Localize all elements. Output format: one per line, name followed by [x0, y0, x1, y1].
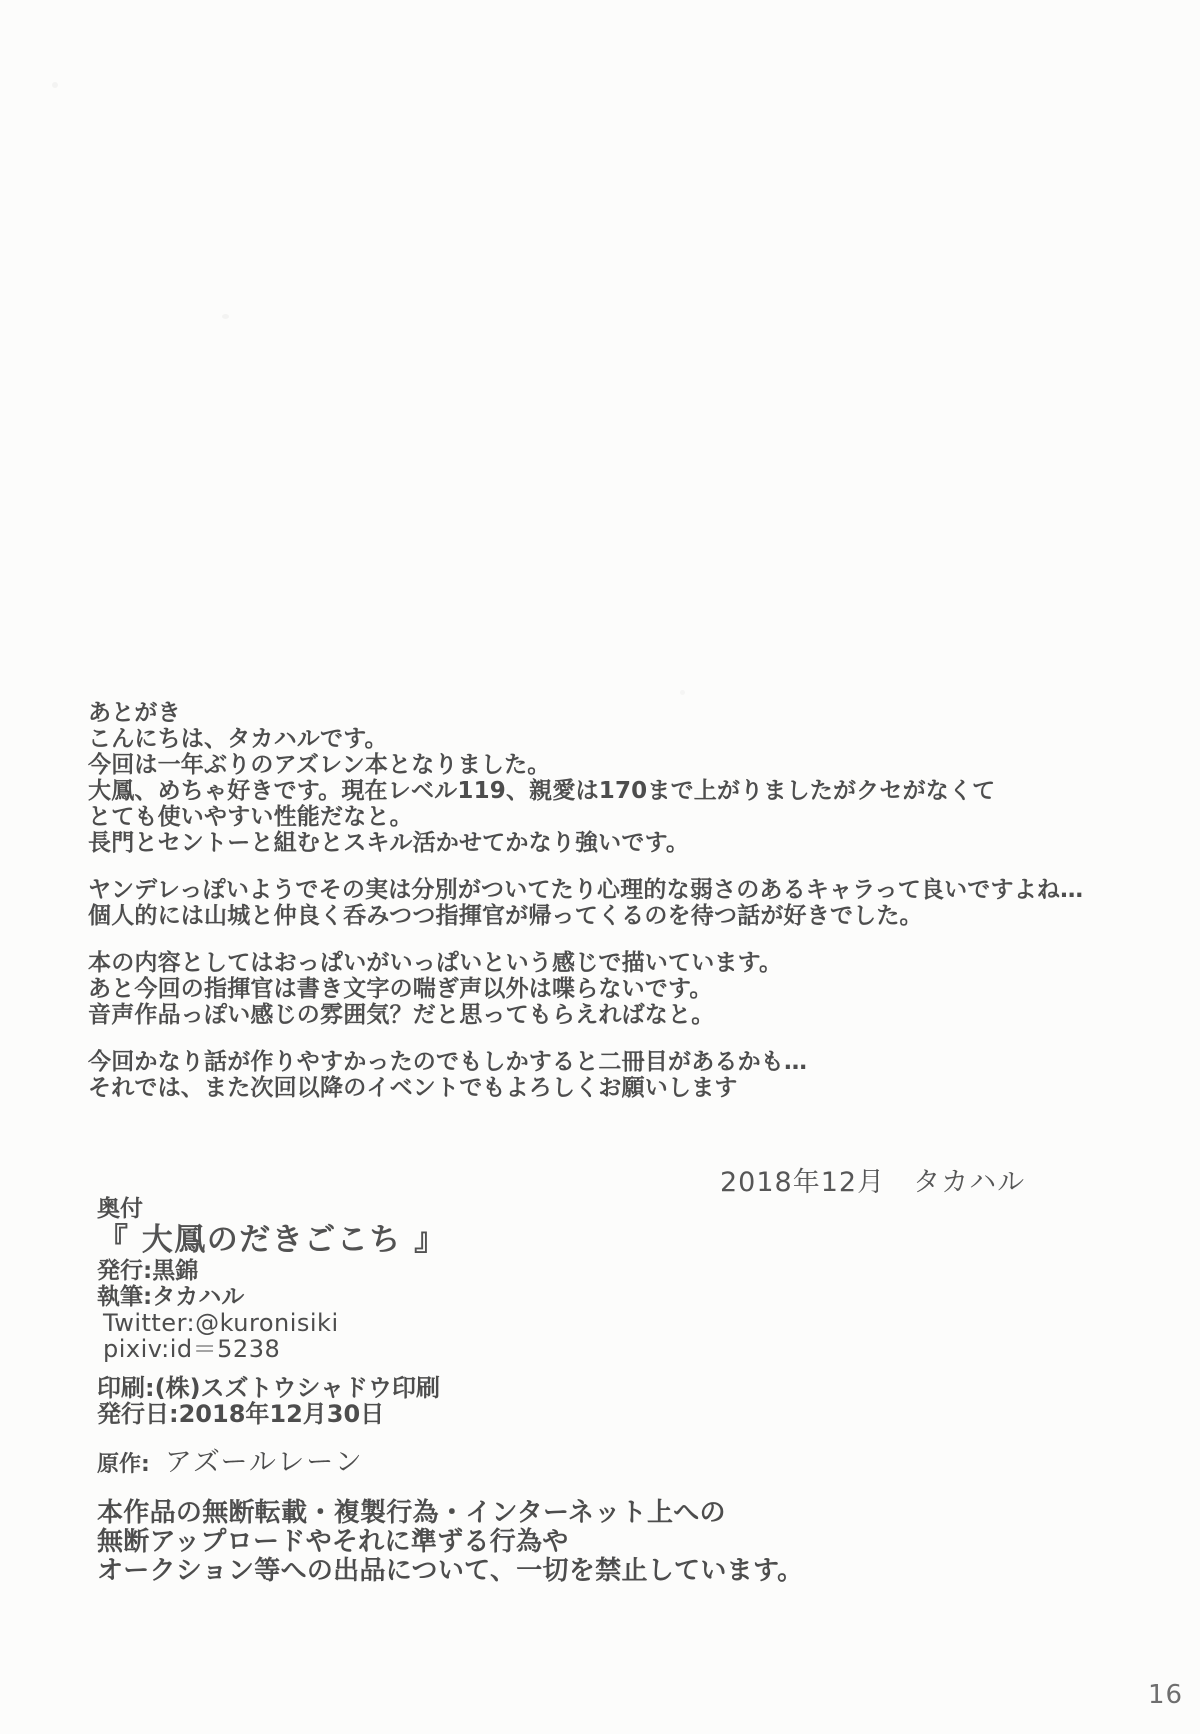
page-number: 16: [1148, 1680, 1184, 1710]
afterword-line: こんにちは、タカハルです。: [88, 726, 388, 752]
pixiv-line: pixiv:id＝5238: [103, 1335, 281, 1363]
original-work-label: 原作:: [97, 1452, 150, 1477]
legal-line: 本作品の無断転載・複製行為・インターネット上への: [97, 1498, 726, 1528]
colophon-section: [97, 1196, 1097, 1586]
original-work-line: [97, 1448, 1097, 1481]
afterword-line: 本の内容としてはおっぱいがいっぱいという感じで描いています。: [88, 950, 783, 976]
scan-speck: [680, 690, 685, 695]
print-info-block: [97, 1375, 1097, 1427]
scan-speck: [52, 82, 58, 88]
afterword-paragraph: [88, 726, 1148, 856]
afterword-heading: あとがき: [88, 700, 181, 726]
legal-line: 無断アップロードやそれに準ずる行為や: [97, 1527, 569, 1557]
afterword-line: とても使いやすい性能だなと。: [88, 804, 413, 830]
colophon-label: 奥付: [97, 1196, 143, 1222]
afterword-line: ヤンデレっぽいようでその実は分別がついてたり心理的な弱さのあるキャラって良いですよね…: [88, 877, 1084, 903]
afterword-line: 長門とセントーと組むとスキル活かせてかなり強いです。: [88, 830, 690, 856]
writer-line: 執筆:タカハル: [97, 1284, 245, 1310]
afterword-paragraph: [88, 950, 1148, 1028]
book-title: 『 大鳳のだきごこち 』: [97, 1222, 447, 1258]
afterword-line: 音声作品っぽい感じの雰囲気？だと思ってもらえればなと。: [88, 1002, 715, 1028]
afterword-paragraph: [88, 1049, 1148, 1101]
afterword-line: あと今回の指揮官は書き文字の喘ぎ声以外は喋らないです。: [88, 976, 713, 1002]
signature-date: 2018年12月 タカハル: [720, 1167, 1026, 1198]
afterword-line: 今回かなり話が作りやすかったのでもしかすると二冊目があるかも…: [88, 1049, 808, 1075]
afterword-line: 今回は一年ぶりのアズレン本となりました。: [88, 752, 551, 778]
original-work-title: アズールレーン: [164, 1447, 364, 1478]
scan-speck: [222, 314, 229, 319]
printer-line: 印刷:(株)スズトウシャドウ印刷: [97, 1374, 441, 1402]
publisher-line: 発行:黒錦: [97, 1258, 199, 1284]
afterword-line: それでは、また次回以降のイベントでもよろしくお願いします: [88, 1075, 738, 1101]
afterword-line: 大鳳、めちゃ好きです。現在レベル119、親愛は170まで上がりましたがクセがなくて: [88, 778, 996, 804]
afterword-line: 個人的には山城と仲良く呑みつつ指揮官が帰ってくるのを待つ話が好きでした。: [88, 903, 923, 929]
legal-notice-block: [97, 1499, 1097, 1586]
issue-date-line: 発行日:2018年12月30日: [97, 1400, 385, 1428]
afterword-section: [88, 700, 1148, 1101]
twitter-line: Twitter:@kuronisiki: [103, 1309, 339, 1337]
legal-line: オークション等への出品について、一切を禁止しています。: [97, 1556, 804, 1586]
afterword-paragraph: [88, 877, 1148, 929]
